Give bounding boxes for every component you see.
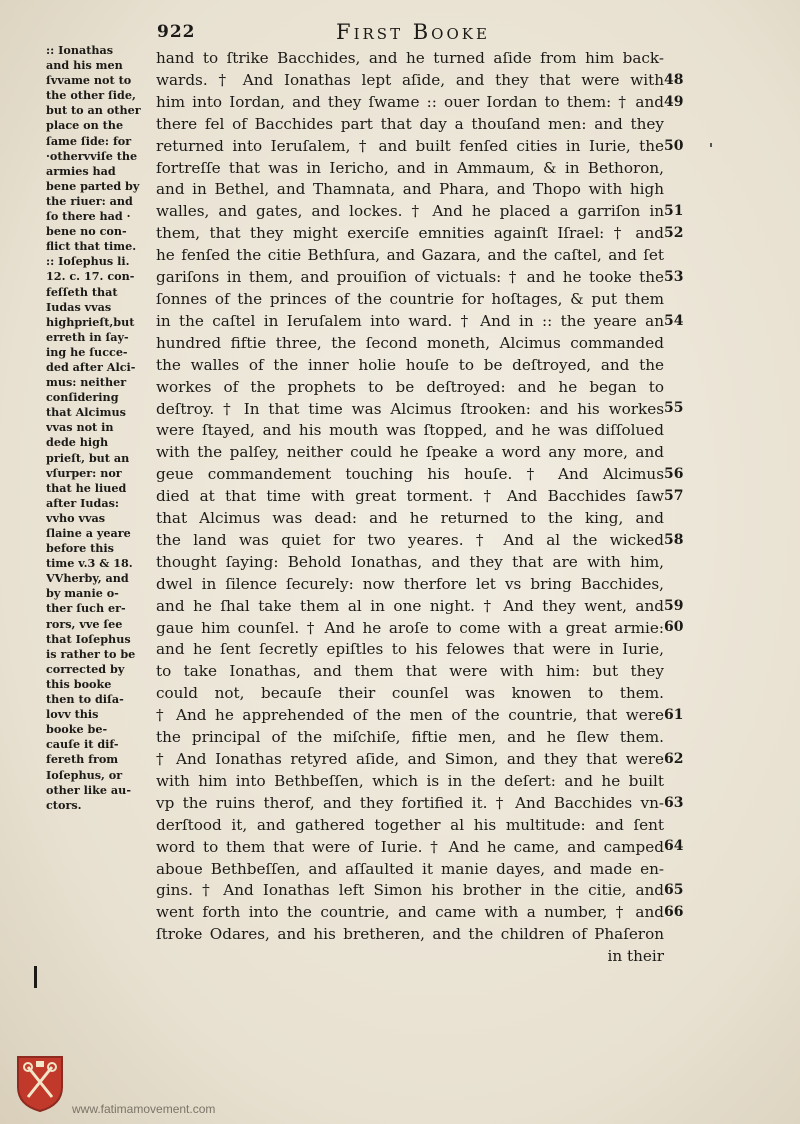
margin-note-line: then to diſa-	[46, 692, 124, 707]
text-line: the principal of the miſchiſe, fiftie men, and he ſlew them.	[156, 728, 664, 747]
margin-note-line: ·othervviſe the	[46, 148, 138, 163]
text-line: derſtood it, and gathered together al his multitude: and ſent	[156, 815, 664, 834]
verse-number: 58	[664, 531, 684, 548]
margin-note-line: ing he ſucce-	[46, 344, 128, 359]
margin-note-line: by manie o-	[46, 586, 119, 601]
text-line: aboue Bethbeſſen, and aſſaulted it manie dayes, and made en-	[156, 859, 664, 878]
verse-number: 51	[664, 203, 684, 220]
text-line: † And he apprehended of the men of the countrie, that were	[156, 706, 664, 725]
margin-note-line: VVherby, and	[46, 571, 129, 586]
margin-note-line: and his men	[46, 58, 123, 73]
text-line: to take Ionathas, and them that were with him: but they	[156, 662, 664, 681]
margin-note-line: ſvvame not to	[46, 73, 132, 88]
verse-number: 52	[664, 225, 684, 242]
margin-note-line: mus: neither	[46, 375, 127, 390]
text-line: gariſons in them, and prouiſion of victuals: † and he tooke the	[156, 268, 664, 287]
margin-note-line: ded after Alci-	[46, 359, 136, 374]
text-line: were ſtayed, and his mouth was ſtopped, and he was diſſolued	[156, 421, 664, 440]
text-line: workes of the prophets to be deſtroyed: and he began to	[156, 377, 664, 396]
text-line: them, that they might exerciſe emnities againſt Iſrael: † and	[156, 224, 664, 243]
text-line: thought ſaying: Behold Ionathas, and they that are with him,	[156, 552, 664, 571]
margin-note-line: booke be-	[46, 722, 108, 737]
footer-website[interactable]: www.fatimamovement.com	[72, 1102, 216, 1116]
margin-note-line: vvho vvas	[46, 510, 106, 525]
text-line: fortreſſe that was in Iericho, and in Ammaum, & in Bethoron,	[156, 158, 664, 177]
text-line: with him into Bethbeſſen, which is in the deſert: and he built	[156, 771, 664, 790]
papal-keys-emblem-icon	[14, 1053, 66, 1113]
margin-note-line: the other ſide,	[46, 88, 136, 103]
margin-note-line: after Iudas:	[46, 495, 120, 510]
margin-note-line: :: Ionathas	[46, 43, 114, 57]
verse-number: 57	[664, 488, 684, 504]
verse-number: 56	[664, 466, 684, 483]
margin-note-line: ctors.	[46, 797, 82, 812]
text-line: † And Ionathas retyred aſide, and Simon, and they that were	[156, 750, 664, 768]
verse-number: 63	[664, 794, 684, 811]
margin-note-line: Ioſephus, or	[46, 767, 123, 782]
margin-note-line: ſo there had ·	[46, 209, 131, 224]
verse-number: 60	[664, 619, 684, 636]
margin-note-line: cauſe it dif-	[46, 737, 119, 752]
text-line: the land was quiet for two yeares. † And al the wicked	[156, 530, 664, 549]
margin-note-line: armies had	[46, 163, 116, 178]
margin-note-line: place on the	[46, 118, 124, 133]
margin-note-line: before this	[46, 541, 114, 556]
running-head: First Booke	[336, 20, 490, 44]
verse-number: 59	[664, 597, 684, 614]
margin-note-line: fereth from	[46, 752, 119, 767]
verse-number: 65	[664, 882, 684, 899]
verse-number: 66	[664, 904, 684, 921]
margin-note-line: that Alcimus	[46, 405, 126, 420]
text-line: hundred fiftie three, the ſecond moneth, Alcimus commanded	[156, 333, 664, 352]
margin-note-line: 12. c. 17. con-	[46, 269, 135, 284]
margin-note-line: ſame ſide: for	[46, 133, 132, 148]
text-line: could not, becauſe their counſel was knowen to them.	[156, 684, 664, 703]
margin-note-line: vvas not in	[46, 420, 114, 435]
text-line: he fenſed the citie Bethſura, and Gazara, and the caſtel, and ſet	[156, 246, 664, 265]
margin-note-line: erreth in ſay-	[46, 329, 129, 344]
margin-note-line: other like au-	[46, 782, 131, 797]
margin-note-line: flict that time.	[46, 239, 137, 254]
text-line: in the caſtel in Ieruſalem into ward. † And in :: the yeare an	[156, 311, 664, 330]
verse-number: 53	[664, 269, 684, 285]
text-line: walles, and gates, and lockes. † And he placed a garriſon in	[156, 202, 664, 221]
margin-note-line: but to an other	[46, 103, 141, 118]
verse-number: 55	[664, 400, 684, 417]
margin-note-line: conſidering	[46, 390, 119, 405]
verse-number: 54	[664, 312, 684, 329]
text-line: and he ſhal take them al in one night. † And they went, and	[156, 596, 664, 615]
margin-note-line: highprieſt,but	[46, 314, 135, 329]
margin-note-line: vſurper: nor	[46, 465, 122, 480]
text-line: geue commandement touching his houſe. † And Alcimus	[156, 465, 664, 484]
margin-annotation	[46, 43, 154, 813]
text-line: that Alcimus was dead: and he returned to the king, and	[156, 509, 664, 528]
margin-note-line: lovv this	[46, 707, 99, 722]
body-text	[156, 48, 664, 968]
text-line: vp the ruins therof, and they fortified it. † And Bacchides vn-	[156, 793, 664, 812]
verse-number: 62	[664, 750, 684, 767]
text-line: deſtroy. † In that time was Alcimus ſtrooken: and his workes	[156, 399, 664, 418]
text-line: him into Iordan, and they ſwame :: ouer Iordan to them: † and	[156, 92, 664, 111]
text-line: there fel of Bacchides part that day a thouſand men: and they	[156, 114, 664, 133]
margin-note-line: is rather to be	[46, 646, 136, 661]
text-line: ſonnes of the princes of the countrie for hoſtages, & put them	[156, 289, 664, 308]
text-line: died at that time with great torment. † And Bacchides ſaw	[156, 487, 664, 506]
text-line: and in Bethel, and Thamnata, and Phara, and Thopo with high	[156, 180, 664, 199]
margin-note-line: prieſt, but an	[46, 450, 130, 465]
text-line: and he ſent ſecretly epiſtles to his felowes that were in Iurie,	[156, 640, 664, 659]
text-line: wards. † And Ionathas lept aſide, and they that were with	[156, 70, 664, 89]
text-line: hand to ſtrike Bacchides, and he turned aſide from him back-	[156, 49, 664, 67]
verse-number: 49	[664, 93, 684, 110]
text-line: gins. † And Ionathas left Simon his brother in the citie, and	[156, 881, 664, 900]
verse-number: 64	[664, 838, 684, 855]
margin-note-line: time v.3 & 18.	[46, 556, 133, 571]
text-line: ſtroke Odares, and his bretheren, and the children of Phaſeron	[156, 925, 664, 944]
text-line: word to them that were of Iurie. † And he came, and camped	[156, 837, 664, 856]
margin-note-line: the riuer: and	[46, 193, 133, 208]
margin-note-line: bene parted by	[46, 178, 140, 193]
verse-number: 50	[664, 137, 684, 154]
margin-note-line: bene no con-	[46, 224, 127, 239]
margin-note-line: feſſeth that	[46, 284, 118, 299]
margin-note-line: dede high	[46, 435, 109, 450]
margin-note-line: :: Ioſephus li.	[46, 254, 130, 269]
text-line: went forth into the countrie, and came with a number, † and	[156, 903, 664, 922]
text-line: gaue him counſel. † And he aroſe to come with a great armie:	[156, 618, 664, 637]
text-line: in their	[607, 947, 664, 966]
page-number: 922	[157, 22, 196, 42]
text-line: dwel in ſilence ſecurely: now therfore let vs bring Bacchides,	[156, 574, 664, 593]
margin-rule-mark	[34, 966, 37, 988]
ink-speck	[710, 143, 712, 147]
margin-note-line: that he liued	[46, 480, 127, 495]
text-line: returned into Ieruſalem, † and built fenſed cities in Iurie, the	[156, 136, 664, 155]
margin-note-line: ther ſuch er-	[46, 601, 126, 616]
margin-note-line: this booke	[46, 676, 112, 691]
margin-note-line: Iudas vvas	[46, 299, 112, 314]
margin-note-line: that Ioſephus	[46, 631, 131, 646]
margin-note-line: rors, vve ſee	[46, 616, 123, 631]
margin-note-line: corrected by	[46, 661, 125, 676]
verse-number: 61	[664, 707, 684, 723]
text-line: with the palſey, neither could he ſpeake a word any more, and	[156, 443, 664, 462]
verse-number: 48	[664, 71, 684, 88]
margin-note-line: ſlaine a yeare	[46, 526, 131, 540]
text-line: the walles of the inner holie houſe to be deſtroyed, and the	[156, 355, 664, 374]
